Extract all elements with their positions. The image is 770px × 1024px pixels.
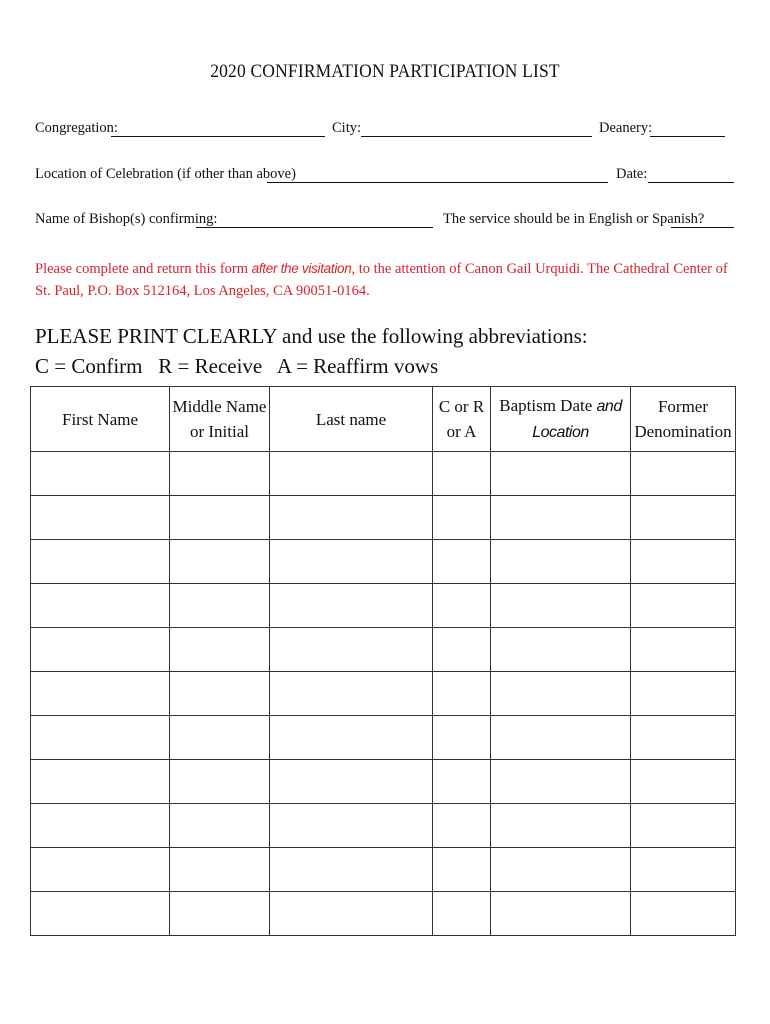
table-row (31, 452, 736, 496)
former-denomination-cell[interactable] (631, 496, 736, 540)
first-name-cell[interactable] (31, 584, 170, 628)
table-body (31, 452, 736, 936)
header-last-name: Last name (270, 387, 433, 452)
former-denomination-cell[interactable] (631, 804, 736, 848)
deanery-label: Deanery: (599, 120, 653, 136)
last-name-cell[interactable] (270, 672, 433, 716)
return-instructions (35, 258, 735, 302)
former-denomination-cell[interactable] (631, 672, 736, 716)
instructions-address: , to the attention of Canon Gail Urquidi. The Cathedral Center of St. Paul, P.O. Box 512164, Los Angeles, CA 90051-0164. (35, 261, 728, 299)
last-name-cell[interactable] (270, 892, 433, 936)
header-middle-name: Middle Name or Initial (170, 387, 270, 452)
middle-name-cell[interactable] (170, 628, 270, 672)
middle-name-cell[interactable] (170, 496, 270, 540)
instructions-emphasis: after the visitation (251, 261, 352, 276)
table-row (31, 628, 736, 672)
middle-name-cell[interactable] (170, 804, 270, 848)
table-row (31, 716, 736, 760)
last-name-cell[interactable] (270, 496, 433, 540)
first-name-cell[interactable] (31, 848, 170, 892)
location-field[interactable] (267, 182, 608, 183)
language-field[interactable] (671, 227, 734, 228)
c-r-a-cell[interactable] (433, 848, 491, 892)
congregation-field[interactable] (111, 136, 325, 137)
header-baptism: Baptism Date and Location (491, 387, 631, 452)
last-name-cell[interactable] (270, 760, 433, 804)
bishop-label: Name of Bishop(s) confirming: (35, 211, 218, 227)
last-name-cell[interactable] (270, 452, 433, 496)
header-c-r-a: C or R or A (433, 387, 491, 452)
middle-name-cell[interactable] (170, 892, 270, 936)
baptism-cell[interactable] (491, 628, 631, 672)
deanery-field[interactable] (650, 136, 725, 137)
last-name-cell[interactable] (270, 848, 433, 892)
bishop-row (35, 211, 735, 233)
former-denomination-cell[interactable] (631, 452, 736, 496)
former-denomination-cell[interactable] (631, 760, 736, 804)
baptism-cell[interactable] (491, 848, 631, 892)
first-name-cell[interactable] (31, 804, 170, 848)
abbreviations-block (35, 321, 735, 381)
last-name-cell[interactable] (270, 716, 433, 760)
city-field[interactable] (361, 136, 592, 137)
c-r-a-cell[interactable] (433, 892, 491, 936)
print-clearly-heading: PLEASE PRINT CLEARLY and use the following abbreviations: (35, 324, 588, 348)
middle-name-cell[interactable] (170, 848, 270, 892)
last-name-cell[interactable] (270, 804, 433, 848)
baptism-cell[interactable] (491, 584, 631, 628)
middle-name-cell[interactable] (170, 452, 270, 496)
last-name-cell[interactable] (270, 584, 433, 628)
table-header-row (31, 387, 736, 452)
first-name-cell[interactable] (31, 540, 170, 584)
table-row (31, 584, 736, 628)
congregation-row (35, 120, 735, 142)
c-r-a-cell[interactable] (433, 540, 491, 584)
first-name-cell[interactable] (31, 496, 170, 540)
baptism-cell[interactable] (491, 452, 631, 496)
table-row (31, 760, 736, 804)
former-denomination-cell[interactable] (631, 716, 736, 760)
baptism-cell[interactable] (491, 716, 631, 760)
baptism-cell[interactable] (491, 804, 631, 848)
middle-name-cell[interactable] (170, 672, 270, 716)
city-label: City: (332, 120, 362, 136)
first-name-cell[interactable] (31, 672, 170, 716)
c-r-a-cell[interactable] (433, 716, 491, 760)
c-r-a-cell[interactable] (433, 804, 491, 848)
date-field[interactable] (648, 182, 734, 183)
c-r-a-cell[interactable] (433, 672, 491, 716)
participant-table (30, 386, 736, 936)
baptism-cell[interactable] (491, 540, 631, 584)
first-name-cell[interactable] (31, 760, 170, 804)
abbreviations-legend: C = Confirm R = Receive A = Reaffirm vows (35, 354, 439, 378)
bishop-field[interactable] (196, 227, 433, 228)
location-row (35, 166, 735, 188)
location-label: Location of Celebration (if other than above) (35, 166, 296, 182)
table-row (31, 848, 736, 892)
table-row (31, 892, 736, 936)
table-row (31, 496, 736, 540)
baptism-cell[interactable] (491, 496, 631, 540)
c-r-a-cell[interactable] (433, 496, 491, 540)
first-name-cell[interactable] (31, 628, 170, 672)
table-row (31, 804, 736, 848)
baptism-cell[interactable] (491, 760, 631, 804)
header-first-name: First Name (31, 387, 170, 452)
middle-name-cell[interactable] (170, 584, 270, 628)
congregation-label: Congregation: (35, 120, 118, 136)
former-denomination-cell[interactable] (631, 848, 736, 892)
table-row (31, 540, 736, 584)
form-title: 2020 CONFIRMATION PARTICIPATION LIST (210, 61, 560, 82)
c-r-a-cell[interactable] (433, 628, 491, 672)
table-row (31, 672, 736, 716)
date-label: Date: (616, 166, 648, 182)
language-label: The service should be in English or Spanish? (443, 211, 705, 227)
header-former-denomination: Former Denomination (631, 387, 736, 452)
c-r-a-cell[interactable] (433, 584, 491, 628)
first-name-cell[interactable] (31, 892, 170, 936)
middle-name-cell[interactable] (170, 760, 270, 804)
former-denomination-cell[interactable] (631, 628, 736, 672)
baptism-cell[interactable] (491, 672, 631, 716)
baptism-cell[interactable] (491, 892, 631, 936)
middle-name-cell[interactable] (170, 716, 270, 760)
first-name-cell[interactable] (31, 452, 170, 496)
middle-name-cell[interactable] (170, 540, 270, 584)
former-denomination-cell[interactable] (631, 892, 736, 936)
last-name-cell[interactable] (270, 540, 433, 584)
former-denomination-cell[interactable] (631, 540, 736, 584)
c-r-a-cell[interactable] (433, 452, 491, 496)
former-denomination-cell[interactable] (631, 584, 736, 628)
c-r-a-cell[interactable] (433, 760, 491, 804)
first-name-cell[interactable] (31, 716, 170, 760)
instructions-text: Please complete and return this form (35, 261, 252, 277)
last-name-cell[interactable] (270, 628, 433, 672)
